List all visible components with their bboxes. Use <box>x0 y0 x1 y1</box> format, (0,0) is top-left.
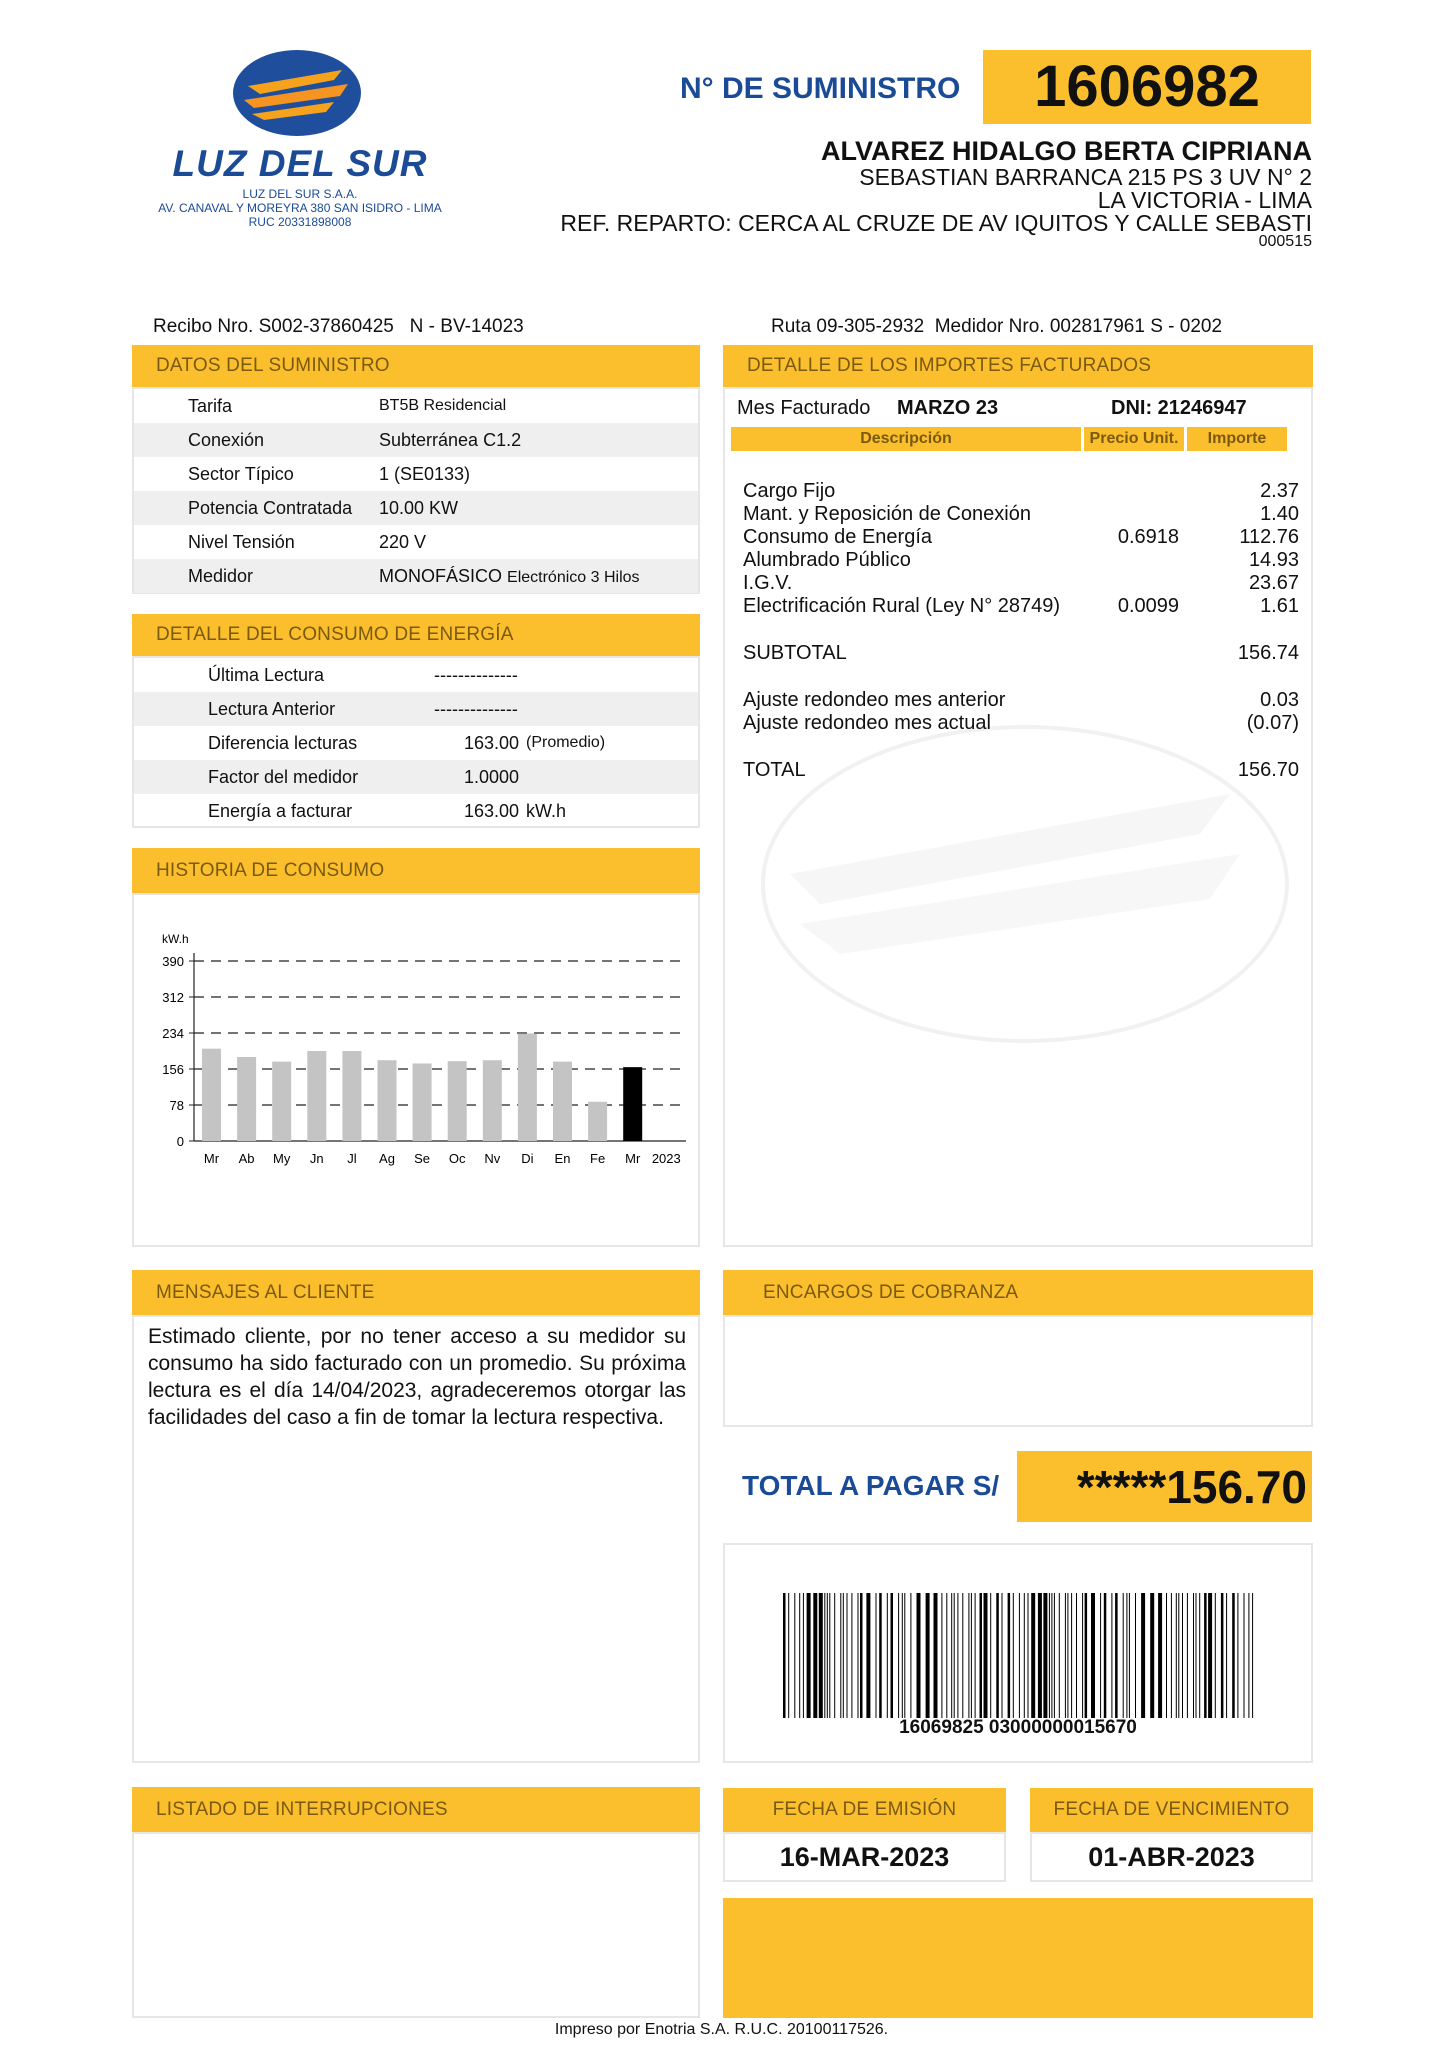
company-legal-name: LUZ DEL SUR S.A.A. <box>242 187 358 201</box>
bill-item-desc: Consumo de Energía <box>743 526 933 548</box>
barcode-bar <box>1085 1593 1088 1718</box>
chart-bar <box>378 1060 397 1141</box>
chart-bar <box>202 1049 221 1141</box>
bill-item <box>743 594 1299 618</box>
bill-item-desc: I.G.V. <box>743 572 793 594</box>
adjust-current-line <box>743 711 1299 735</box>
historia-title: HISTORIA DE CONSUMO <box>132 848 700 893</box>
datos-row <box>134 559 698 593</box>
bill-item <box>743 571 1299 595</box>
due-date-title: FECHA DE VENCIMIENTO <box>1030 1788 1313 1832</box>
interrupciones-panel <box>132 1832 700 2018</box>
bill-item <box>743 502 1299 526</box>
barcode-bar <box>847 1593 848 1718</box>
total-to-pay-label: TOTAL A PAGAR S/ <box>742 1470 1000 1501</box>
y-tick-label: 390 <box>162 954 184 969</box>
barcode-bar <box>1091 1593 1095 1718</box>
consumo-value: -------------- <box>434 665 518 685</box>
adjust-current-amount: (0.07) <box>1246 712 1299 734</box>
barcode-bar <box>1158 1593 1162 1718</box>
adjust-previous-amount: 0.03 <box>1260 689 1299 711</box>
barcode-bar <box>840 1593 841 1718</box>
barcode-bar <box>891 1593 894 1718</box>
chart-bar <box>413 1063 432 1141</box>
chart-bar <box>272 1062 291 1141</box>
emission-date-panel <box>723 1832 1006 1882</box>
barcode-bar <box>926 1593 930 1718</box>
y-axis-unit-label: kW.h <box>162 932 189 946</box>
barcode-bar <box>898 1593 899 1718</box>
barcode-bar <box>1123 1593 1124 1718</box>
barcode-bar <box>1215 1593 1216 1718</box>
barcode-bar <box>1178 1593 1179 1718</box>
receipt-number: Recibo Nro. S002-37860425 N - BV-14023 <box>153 316 524 337</box>
barcode-bar <box>1176 1593 1177 1718</box>
barcode-bar <box>843 1593 844 1718</box>
barcode-bar <box>783 1593 786 1718</box>
company-ruc: RUC 20331898008 <box>248 215 352 229</box>
barcode-bar <box>1019 1593 1020 1718</box>
bill-item <box>743 548 1299 572</box>
x-tick-label: Di <box>521 1151 534 1166</box>
route-meter: Ruta 09-305-2932 Medidor Nro. 002817961 S - 0202 <box>771 316 1223 337</box>
payment-barcode <box>783 1593 1263 1718</box>
barcode-bar <box>1024 1593 1025 1718</box>
consumo-value: -------------- <box>434 699 518 719</box>
barcode-bar <box>1196 1593 1197 1718</box>
importes-panel <box>723 387 1313 1247</box>
consumo-value: 163.00 <box>464 733 520 753</box>
adjust-previous-line <box>743 688 1299 712</box>
chart-bar <box>623 1067 642 1141</box>
barcode-bar <box>803 1593 804 1718</box>
datos-label: Sector Típico <box>188 464 294 484</box>
barcode-bar <box>1199 1593 1200 1718</box>
barcode-bar <box>954 1593 955 1718</box>
mensajes-panel <box>132 1315 700 1763</box>
bill-item-price: 0.0099 <box>1117 595 1179 617</box>
barcode-bar <box>1051 1593 1052 1718</box>
billed-month: MARZO 23 <box>897 397 999 419</box>
datos-value-extra: Electrónico 3 Hilos <box>507 569 640 586</box>
consumo-row <box>134 726 698 760</box>
barcode-bar <box>876 1593 877 1718</box>
company-logo-text: LUZ DEL SUR <box>172 143 428 184</box>
chart-bar <box>518 1033 537 1141</box>
y-tick-label: 78 <box>169 1098 184 1113</box>
consumo-unit: (Promedio) <box>526 734 606 751</box>
consumo-row <box>134 794 698 828</box>
company-logo <box>230 48 365 138</box>
bill-item-desc: Mant. y Reposición de Conexión <box>743 503 1031 525</box>
x-tick-label: Ag <box>379 1151 395 1166</box>
total-line <box>743 758 1299 782</box>
datos-value: Subterránea C1.2 <box>379 430 522 450</box>
barcode-bar <box>975 1593 976 1718</box>
barcode-bar <box>1252 1593 1253 1718</box>
header-unit-price: Precio Unit. <box>1084 427 1184 451</box>
consumo-row <box>134 692 698 726</box>
barcode-bar <box>1104 1593 1107 1718</box>
x-tick-label: Mr <box>625 1151 641 1166</box>
interrupciones-title: LISTADO DE INTERRUPCIONES <box>132 1787 700 1832</box>
supply-number: 1606982 <box>1034 54 1260 119</box>
subtotal-label: SUBTOTAL <box>743 642 847 664</box>
bill-item-amount: 1.61 <box>1260 595 1299 617</box>
barcode-bar <box>824 1593 825 1718</box>
consumo-label: Lectura Anterior <box>208 699 336 719</box>
barcode-bar <box>917 1593 921 1718</box>
importes-title: DETALLE DE LOS IMPORTES FACTURADOS <box>723 345 1313 387</box>
datos-label: Medidor <box>188 566 254 586</box>
supply-number-label: N° DE SUMINISTRO <box>680 72 961 105</box>
total-to-pay-amount: *****156.70 <box>1076 1461 1307 1513</box>
barcode-bar <box>1082 1593 1083 1718</box>
bill-item-amount: 14.93 <box>1248 549 1299 571</box>
barcode-bar <box>904 1593 905 1718</box>
x-tick-label: Nv <box>484 1151 501 1166</box>
bill-item-desc: Electrificación Rural (Ley N° 28749) <box>743 595 1061 617</box>
bill-item <box>743 525 1299 549</box>
datos-label: Nivel Tensión <box>188 532 295 552</box>
consumo-row <box>134 760 698 794</box>
barcode-bar <box>946 1593 947 1718</box>
datos-row <box>134 525 698 559</box>
barcode-bar <box>829 1593 830 1718</box>
barcode-bar <box>1049 1593 1050 1718</box>
barcode-bar <box>794 1593 795 1718</box>
consumo-unit: kW.h <box>526 801 567 821</box>
barcode-bar <box>1150 1593 1154 1718</box>
decorative-yellow-panel <box>723 1898 1313 2018</box>
barcode-bar <box>851 1593 852 1718</box>
barcode-bar <box>1038 1593 1042 1718</box>
total-amount: 156.70 <box>1237 759 1299 781</box>
x-tick-label: Fe <box>590 1151 606 1166</box>
barcode-bar <box>1008 1593 1011 1718</box>
barcode-bar <box>962 1593 963 1718</box>
printed-by: Impreso por Enotria S.A. R.U.C. 20100117526. <box>554 2021 889 2038</box>
barcode-bar <box>1193 1593 1194 1718</box>
chart-bar <box>483 1060 502 1141</box>
company-address: AV. CANAVAL Y MOREYRA 380 SAN ISIDRO - LIMA <box>158 201 442 215</box>
barcode-bar <box>1126 1593 1127 1718</box>
barcode-bar <box>957 1593 958 1718</box>
bill-item-amount: 23.67 <box>1248 572 1299 594</box>
barcode-bar <box>934 1593 938 1718</box>
barcode-bar <box>887 1593 888 1718</box>
barcode-bar <box>1067 1593 1068 1718</box>
subtotal-line <box>743 641 1299 665</box>
barcode-bar <box>1111 1593 1112 1718</box>
barcode-bar <box>1226 1593 1227 1718</box>
barcode-bar <box>788 1593 789 1718</box>
x-tick-label: My <box>273 1151 291 1166</box>
barcode-bar <box>1237 1593 1238 1718</box>
bill-item-price: 0.6918 <box>1117 526 1179 548</box>
datos-value: 10.00 KW <box>379 498 459 518</box>
barcode-bar <box>1043 1593 1047 1718</box>
x-tick-label: Mr <box>203 1151 220 1166</box>
barcode-bar <box>1028 1593 1029 1718</box>
consumo-value: 1.0000 <box>464 767 520 787</box>
barcode-bar <box>1182 1593 1183 1718</box>
bill-item-desc: Alumbrado Público <box>743 549 911 571</box>
consumption-chart <box>134 895 698 1245</box>
customer-code: 000515 <box>1258 233 1312 250</box>
consumo-row <box>134 658 698 692</box>
barcode-bar <box>996 1593 999 1718</box>
barcode-bar <box>1031 1593 1035 1718</box>
barcode-bar <box>1171 1593 1172 1718</box>
barcode-bar <box>941 1593 942 1718</box>
barcode-bar <box>1248 1593 1249 1718</box>
x-tick-label: Jl <box>347 1151 357 1166</box>
header-amount: Importe <box>1187 427 1287 451</box>
chart-bar <box>237 1057 256 1141</box>
barcode-bar <box>1135 1593 1136 1718</box>
barcode-bar <box>910 1593 911 1718</box>
consumo-panel <box>132 656 700 828</box>
barcode-bar <box>980 1593 983 1718</box>
due-date: 01-ABR-2023 <box>1088 1842 1255 1872</box>
barcode-bar <box>971 1593 972 1718</box>
chart-bar <box>553 1062 572 1141</box>
emission-date: 16-MAR-2023 <box>779 1842 950 1872</box>
datos-row <box>134 491 698 525</box>
month-label: Mes Facturado <box>737 397 871 419</box>
datos-value: 220 V <box>379 532 427 552</box>
datos-row <box>134 423 698 457</box>
chart-bar <box>342 1051 361 1141</box>
datos-value: MONOFÁSICO <box>379 566 503 586</box>
barcode-bar <box>1054 1593 1055 1718</box>
barcode-bar <box>990 1593 991 1718</box>
chart-bar <box>448 1061 467 1141</box>
chart-bar <box>588 1102 607 1141</box>
due-date-panel <box>1030 1832 1313 1882</box>
barcode-bar <box>813 1593 817 1718</box>
x-tick-label: Ab <box>238 1151 255 1166</box>
barcode-bar <box>1232 1593 1235 1718</box>
barcode-bar <box>819 1593 823 1718</box>
bill-item-amount: 2.37 <box>1260 480 1299 502</box>
barcode-bar <box>1076 1593 1077 1718</box>
customer-name: ALVAREZ HIDALGO BERTA CIPRIANA <box>821 136 1312 166</box>
x-axis-year-label: 2023 <box>651 1151 681 1166</box>
barcode-bar <box>799 1593 800 1718</box>
consumo-title: DETALLE DEL CONSUMO DE ENERGÍA <box>132 614 700 656</box>
customer-address-line2: LA VICTORIA - LIMA <box>1097 187 1312 213</box>
barcode-bar <box>1244 1593 1245 1718</box>
barcode-bar <box>807 1593 811 1718</box>
consumo-label: Diferencia lecturas <box>208 733 358 753</box>
barcode-bar <box>951 1593 952 1718</box>
barcode-bar <box>834 1593 835 1718</box>
consumo-label: Energía a facturar <box>208 801 353 821</box>
barcode-bar <box>984 1593 988 1718</box>
barcode-bar <box>1013 1593 1014 1718</box>
barcode-bar <box>858 1593 859 1718</box>
barcode-bar <box>1065 1593 1066 1718</box>
bill-item-amount: 1.40 <box>1260 503 1299 525</box>
y-tick-label: 234 <box>162 1026 184 1041</box>
barcode-bar <box>1141 1593 1145 1718</box>
historia-panel <box>132 893 700 1247</box>
consumo-label: Última Lectura <box>208 665 325 685</box>
x-tick-label: Oc <box>448 1151 466 1166</box>
customer-message: Estimado cliente, por no tener acceso a su medidor su consumo ha sido facturado con un promedio. Su próxima lectura es el día 14/04/2023, agradeceremos otorgar las facilidades del caso a fin de tomar la lectura respectiva. <box>148 1325 686 1429</box>
emission-date-title: FECHA DE EMISIÓN <box>723 1788 1006 1832</box>
datos-value-group <box>379 559 640 595</box>
x-tick-label: Jn <box>309 1151 324 1166</box>
consumo-label: Factor del medidor <box>208 767 359 787</box>
barcode-bar <box>1166 1593 1167 1718</box>
barcode-bar <box>1071 1593 1072 1718</box>
barcode-bar <box>968 1593 969 1718</box>
customer-dni: DNI: 21246947 <box>1111 397 1247 419</box>
datos-row <box>134 389 698 423</box>
barcode-bar <box>1221 1593 1224 1718</box>
barcode-bar <box>1187 1593 1188 1718</box>
y-tick-label: 312 <box>162 990 184 1005</box>
adjust-previous-label: Ajuste redondeo mes anterior <box>743 689 1006 711</box>
x-tick-label: Se <box>414 1151 431 1166</box>
barcode-bar <box>860 1593 863 1718</box>
encargos-title: ENCARGOS DE COBRANZA <box>723 1270 1313 1315</box>
barcode-panel <box>723 1543 1313 1763</box>
barcode-bar <box>1129 1593 1130 1718</box>
barcode-bar <box>866 1593 870 1718</box>
datos-label: Conexión <box>188 430 265 450</box>
y-tick-label: 156 <box>162 1062 184 1077</box>
barcode-bar <box>879 1593 882 1718</box>
barcode-bar <box>902 1593 903 1718</box>
barcode-bar <box>827 1593 828 1718</box>
subtotal-amount: 156.74 <box>1237 642 1299 664</box>
barcode-number: 16069825 03000000015670 <box>899 1717 1137 1738</box>
barcode-bar <box>1208 1593 1212 1718</box>
datos-label: Tarifa <box>188 396 233 416</box>
header-description: Descripción <box>731 427 1081 451</box>
customer-address-line1: SEBASTIAN BARRANCA 215 PS 3 UV N° 2 <box>859 164 1312 190</box>
barcode-bar <box>1204 1593 1207 1718</box>
barcode-bar <box>1059 1593 1060 1718</box>
customer-reference: REF. REPARTO: CERCA AL CRUZE DE AV IQUITOS Y CALLE SEBASTI <box>560 210 1312 236</box>
datos-label: Potencia Contratada <box>188 498 353 518</box>
chart-bar <box>307 1051 326 1141</box>
y-tick-label: 0 <box>176 1134 184 1149</box>
datos-title: DATOS DEL SUMINISTRO <box>132 345 700 387</box>
total-label: TOTAL <box>743 759 806 781</box>
mensajes-title: MENSAJES AL CLIENTE <box>132 1270 700 1315</box>
consumo-value: 163.00 <box>464 801 520 821</box>
bill-item <box>743 479 1299 503</box>
bill-item-amount: 112.76 <box>1239 526 1299 548</box>
encargos-panel <box>723 1315 1313 1427</box>
barcode-bar <box>1115 1593 1118 1718</box>
barcode-bar <box>1002 1593 1003 1718</box>
datos-value: BT5B Residencial <box>379 397 507 414</box>
datos-value: 1 (SE0133) <box>379 464 471 484</box>
barcode-bar <box>1100 1593 1101 1718</box>
bill-item-desc: Cargo Fijo <box>743 480 836 502</box>
datos-panel <box>132 387 700 594</box>
adjust-current-label: Ajuste redondeo mes actual <box>743 712 991 734</box>
x-tick-label: En <box>554 1151 571 1166</box>
datos-row <box>134 457 698 491</box>
